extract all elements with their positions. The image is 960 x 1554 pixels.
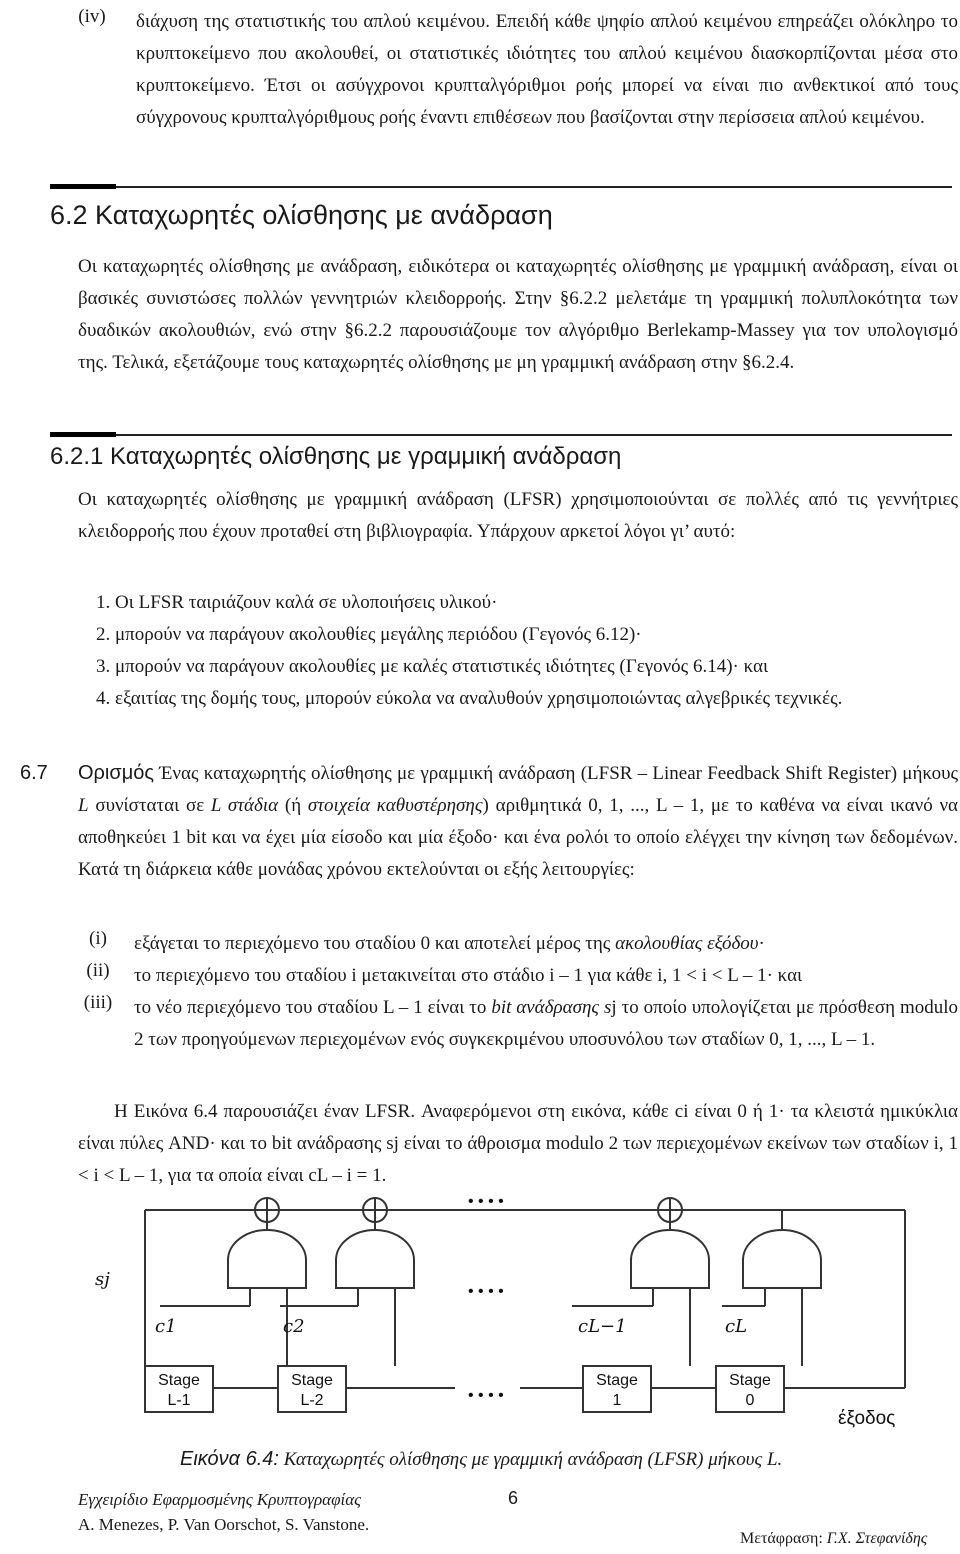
stage-box	[583, 1366, 651, 1412]
reasons-list	[96, 587, 958, 715]
intro-label: (iv)	[78, 6, 106, 27]
section-paragraph: Οι καταχωρητές ολίσθησης με ανάδραση, ειδικότερα οι καταχωρητές ολίσθησης με γραμμική ανάδραση, είναι οι βασικές συνιστώσες πολλών γεννητριών κλειδορροής. Στην §6.2.2 μελετάμε τη γραμμική πολυπλοκότητα των δυαδικών ακολουθιών, ενώ στην §6.2.2 παρουσιάζουμε τον αλγόριθμο Berlekamp-Massey για τον υπολογισμό της. Τελικά, εξετάζουμε τους καταχωρητές ολίσθησης με μη γραμμική ανάδραση στην §6.2.4.	[78, 256, 958, 373]
definition-label: Ορισμός	[78, 762, 155, 784]
op-label: (i)	[89, 928, 107, 949]
op-label: (ii)	[86, 960, 110, 981]
and-gate	[743, 1210, 821, 1288]
subsection-rule-accent	[50, 432, 116, 437]
page-number: 6	[508, 1488, 519, 1508]
stage-box	[145, 1366, 213, 1412]
svg-text:Stage: Stage	[729, 1372, 771, 1389]
section-rule	[50, 186, 952, 188]
feedback-bit-label: sj	[95, 1269, 110, 1290]
subsection-rule	[50, 434, 952, 436]
xor-symbol	[658, 1198, 682, 1222]
and-gate	[336, 1222, 414, 1288]
list-item: 1. Οι LFSR ταιριάζουν καλά σε υλοποιήσεις υλικού·	[96, 592, 498, 613]
stage-box	[278, 1366, 346, 1412]
footer-translation: Μετάφραση: Γ.Χ. Στεφανίδης	[740, 1530, 928, 1547]
definition-number: 6.7	[20, 762, 48, 784]
op-text: το νέο περιεχόμενο του σταδίου L – 1 είναι το bit ανάδρασης sj το οποίο υπολογίζεται με πρόσθεση modulo 2 των προηγούμενων περιεχομένων ενός συγκεκριμένου υποσυνόλου των σταδίων 0, 1, ..., L – 1.	[134, 997, 959, 1050]
op-text: εξάγεται το περιεχόμενο του σταδίου 0 και αποτελεί μέρος της ακολουθίας εξόδου·	[134, 933, 765, 954]
list-item: 2. μπορούν να παράγουν ακολουθίες μεγάλης περιόδου (Γεγονός 6.12)·	[96, 624, 642, 645]
svg-text:0: 0	[745, 1392, 755, 1409]
section-heading: 6.2 Καταχωρητές ολίσθησης με ανάδραση	[50, 200, 553, 230]
xor-symbol	[363, 1198, 387, 1222]
svg-text:Stage: Stage	[158, 1372, 200, 1389]
svg-text:L-1: L-1	[167, 1392, 191, 1409]
definition-paragraph: Ορισμός Ένας καταχωρητής ολίσθησης με γραμμική ανάδραση (LFSR – Linear Feedback Shift Register) μήκους L συνίσταται σε L στάδια (ή στοιχεία καθυστέρησης) αριθμητικά 0, 1, ..., L – 1, με το καθένα να είναι ικανό να αποθηκεύει 1 bit και να έχει μία είσοδο και μία έξοδο· και ένα ρολόι το οποίο ελέγχει την κίνηση των δεδομένων. Κατά τη διάρκεια κάθε μονάδας χρόνου εκτελούνται οι εξής λειτουργίες:	[78, 762, 959, 880]
xor-symbol	[255, 1198, 279, 1222]
op-text: το περιεχόμενο του σταδίου i μετακινείται στο στάδιο i – 1 για κάθε i, 1 < i < L – 1· και	[134, 965, 803, 986]
footer-authors: A. Menezes, P. Van Oorschot, S. Vanstone.	[78, 1515, 370, 1534]
figure-paragraph: Η Εικόνα 6.4 παρουσιάζει έναν LFSR. Αναφερόμενοι στη εικόνα, κάθε ci είναι 0 ή 1· τα κλειστά ημικύκλια είναι πύλες AND· και το bit ανάδρασης sj είναι το άθροισμα modulo 2 των περιεχομένων εκείνων των σταδίων i, 1 < i < L – 1, για τα οποία είναι cL – i = 1.	[78, 1101, 958, 1186]
svg-text:L-2: L-2	[300, 1392, 324, 1409]
subsection-heading: 6.2.1 Καταχωρητές ολίσθησης με γραμμική ανάδραση	[50, 443, 622, 470]
output-label: έξοδος	[838, 1408, 896, 1429]
and-gate	[228, 1222, 306, 1288]
svg-text:1: 1	[612, 1392, 622, 1409]
list-item: 3. μπορούν να παράγουν ακολουθίες με καλές στατιστικές ιδιότητες (Γεγονός 6.14)· και	[96, 656, 769, 677]
coefficient-label: c2	[283, 1316, 305, 1337]
op-label: (iii)	[83, 992, 113, 1013]
dots-middle: • • • •	[468, 1283, 504, 1300]
lfsr-diagram	[0, 1190, 960, 1438]
list-item: 4. εξαιτίας της δομής τους, μπορούν εύκολα να αναλυθούν χρησιμοποιώντας αλγεβρικές τεχνικές.	[96, 688, 843, 709]
svg-text:Stage: Stage	[596, 1372, 638, 1389]
intro-paragraph: διάχυση της στατιστικής του απλού κειμένου. Επειδή κάθε ψηφίο απλού κειμένου επηρεάζει ολόκληρο το κρυπτοκείμενο που ακολουθεί, οι στατιστικές ιδιότητες του απλού κειμένου διασκορπίζονται μέσα στο κρυπτοκείμενο. Έτσι οι ασύγχρονοι κρυπταλγόριθμοι ροής μπορεί να είναι πιο ανθεκτικοί από τους σύγχρονους κρυπταλγόριθμους ροής έναντι επιθέσεων που βασίζονται στην περίσσεια απλού κειμένου.	[136, 11, 958, 128]
coefficient-label: cL−1	[578, 1316, 627, 1337]
footer-book: Εγχειρίδιο Εφαρμοσμένης Κρυπτογραφίας	[78, 1490, 362, 1509]
dots-bottom: • • • •	[468, 1387, 504, 1404]
coefficient-label: c1	[155, 1316, 177, 1337]
figure-caption: Εικόνα 6.4: Καταχωρητές ολίσθησης με γραμμική ανάδραση (LFSR) μήκους L.	[180, 1448, 783, 1470]
svg-text:Stage: Stage	[291, 1372, 333, 1389]
stage-box	[716, 1366, 784, 1412]
coefficient-label: cL	[725, 1316, 748, 1337]
subsection-paragraph: Οι καταχωρητές ολίσθησης με γραμμική ανάδραση (LFSR) χρησιμοποιούνται σε πολλές από τις γεννήτριες κλειδορροής που έχουν προταθεί στη βιβλιογραφία. Υπάρχουν αρκετοί λόγοι γι’ αυτό:	[78, 489, 958, 542]
and-gate	[631, 1222, 709, 1288]
dots-top: • • • •	[468, 1193, 504, 1210]
section-rule-accent	[50, 184, 116, 189]
